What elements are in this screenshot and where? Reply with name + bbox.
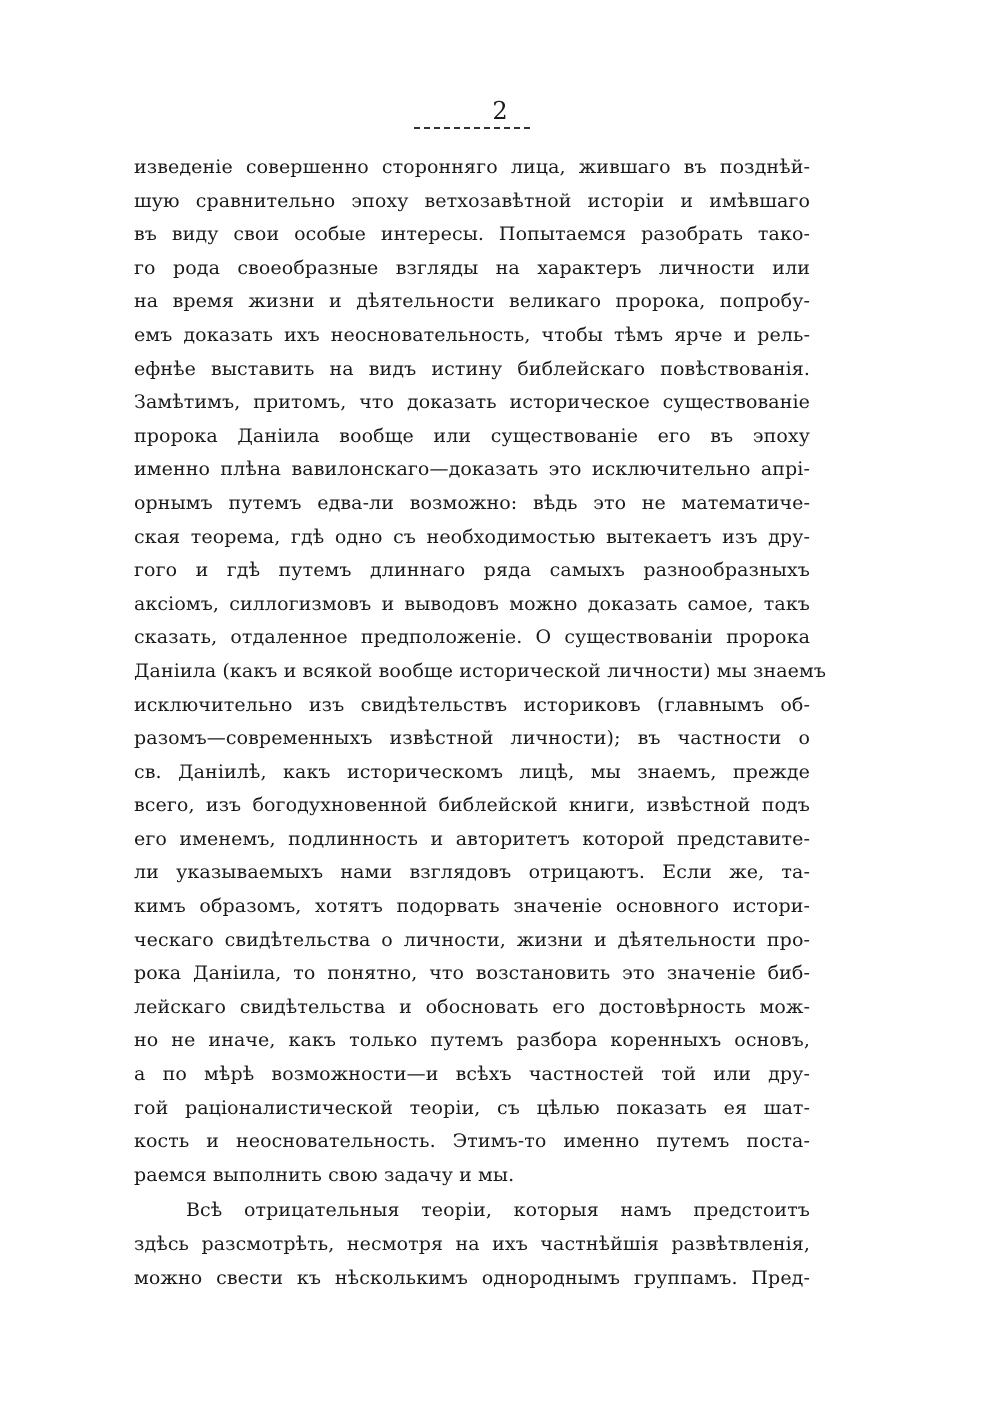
text-line: пророка Даніила вообще или существованіе его въ эпоху bbox=[134, 424, 810, 447]
text-line: ская теорема, гдѣ одно съ необходимостью вытекаетъ изъ дру- bbox=[134, 525, 810, 548]
text-line: св. Даніилѣ, какъ историческомъ лицѣ, мы знаемъ, прежде bbox=[134, 760, 810, 783]
text-line: гого и гдѣ путемъ длиннаго ряда самыхъ разнообразныхъ bbox=[134, 559, 810, 582]
text-line: а по мѣрѣ возможности—и всѣхъ частностей той или дру- bbox=[134, 1063, 810, 1086]
text-line: Даніила (какъ и всякой вообще исторической личности) мы знаемъ bbox=[134, 659, 827, 682]
text-line: здѣсь разсмотрѣть, несмотря на ихъ частнѣйшія развѣтвленія, bbox=[134, 1233, 810, 1255]
text-line: въ виду свои особые интересы. Попытаемся разобрать тако- bbox=[134, 223, 810, 246]
text-line: ефнѣе выставить на видъ истину библейскаго повѣствованія. bbox=[134, 357, 810, 380]
text-line: изведеніе совершенно сторонняго лица, жившаго въ позднѣй- bbox=[134, 156, 810, 178]
text-line: но не иначе, какъ только путемъ разбора коренныхъ основъ, bbox=[134, 1029, 810, 1052]
text-line: орнымъ путемъ едва-ли возможно: вѣдь это не математиче- bbox=[134, 491, 810, 514]
body-text bbox=[134, 151, 827, 1295]
paragraph-1 bbox=[134, 151, 827, 1192]
text-line: Замѣтимъ, притомъ, что доказать историческое существованіе bbox=[134, 391, 810, 414]
text-line: ческаго свидѣтельства о личности, жизни и дѣятельности про- bbox=[134, 928, 810, 951]
text-line: кость и неосновательность. Этимъ-то именно путемъ поста- bbox=[134, 1130, 810, 1153]
text-line: го рода своеобразные взгляды на характеръ личности или bbox=[134, 256, 810, 279]
page-number: 2 bbox=[492, 97, 508, 125]
text-line: ли указываемыхъ нами взглядовъ отрицаютъ. Если же, та- bbox=[134, 861, 810, 884]
paragraph-2 bbox=[134, 1194, 810, 1295]
text-line: кимъ образомъ, хотятъ подорвать значеніе основного истори- bbox=[134, 895, 810, 918]
text-line: на время жизни и дѣятельности великаго пророка, попробу- bbox=[134, 290, 810, 313]
text-line: Всѣ отрицательныя теоріи, которыя намъ предстоитъ bbox=[186, 1199, 810, 1222]
text-line: разомъ—современныхъ извѣстной личности); въ частности о bbox=[134, 727, 810, 750]
text-line: рока Даніила, то понятно, что возстановить это значеніе биб- bbox=[134, 962, 810, 985]
text-line: можно свести къ нѣсколькимъ однороднымъ группамъ. Пред- bbox=[134, 1266, 810, 1289]
header-rule bbox=[414, 127, 530, 129]
text-line: гой раціоналистической теоріи, съ цѣлью показать ея шат- bbox=[134, 1096, 810, 1119]
text-line: емъ доказать ихъ неосновательность, чтобы тѣмъ ярче и рель- bbox=[134, 323, 810, 346]
text-line: сказать, отдаленное предположеніе. О существованіи пророка bbox=[134, 626, 810, 649]
text-line: раемся выполнить свою задачу и мы. bbox=[134, 1163, 515, 1186]
text-line: исключительно изъ свидѣтельствъ историковъ (главнымъ об- bbox=[134, 693, 810, 716]
text-line: лейскаго свидѣтельства и обосновать его достовѣрность мож- bbox=[134, 995, 810, 1018]
text-line: именно плѣна вавилонскаго—доказать это исключительно апрі- bbox=[134, 458, 810, 481]
text-line: его именемъ, подлинность и авторитетъ которой представите- bbox=[134, 827, 810, 850]
text-line: всего, изъ богодухновенной библейской книги, извѣстной подъ bbox=[134, 794, 810, 817]
text-line: аксіомъ, силлогизмовъ и выводовъ можно доказать самое, такъ bbox=[134, 592, 810, 615]
text-line: шую сравнительно эпоху ветхозавѣтной исторіи и имѣвшаго bbox=[134, 189, 810, 212]
